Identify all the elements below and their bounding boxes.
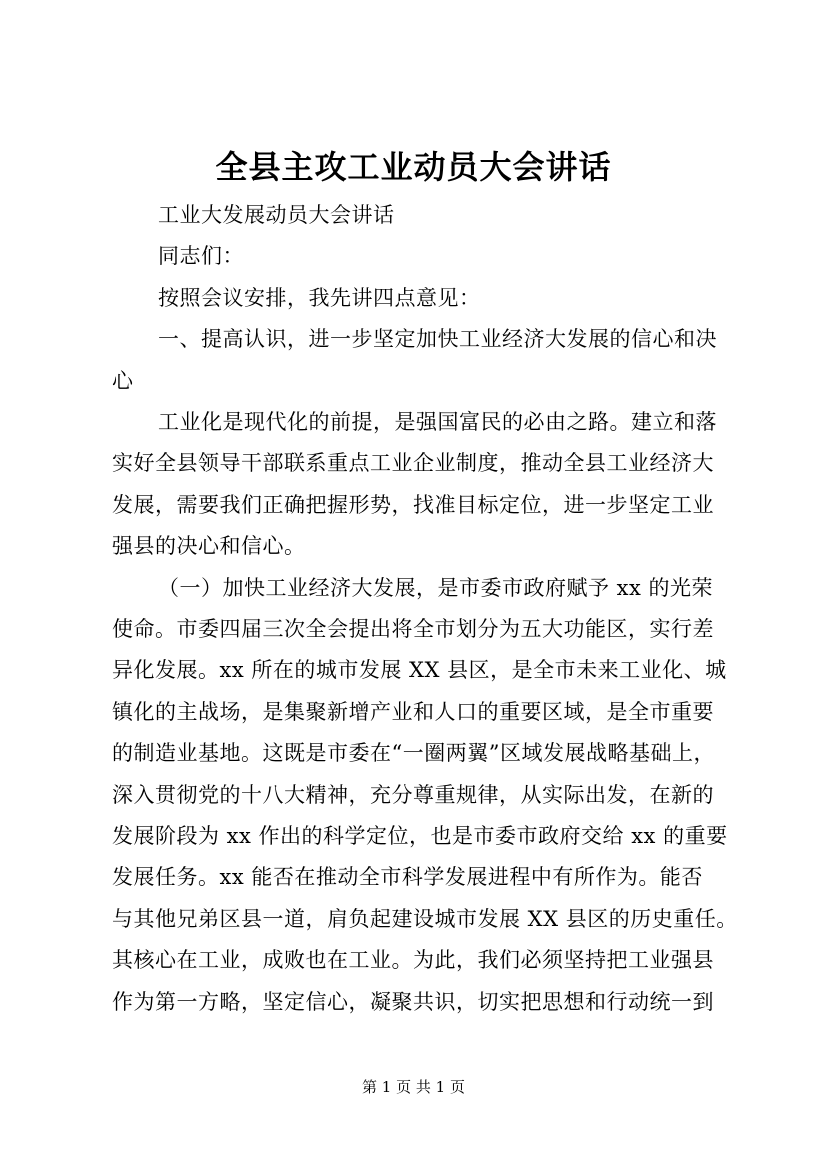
body-line: 按照会议安排，我先讲四点意见： <box>158 286 481 310</box>
body-line: 工业化是现代化的前提，是强国富民的必由之路。建立和落 <box>158 410 717 434</box>
salutation-line: 同志们： <box>158 244 244 268</box>
body-line: 发展任务。xx 能否在推动全市科学发展进程中有所作为。能否 <box>112 865 703 889</box>
section-heading-line: 一、提高认识，进一步坚定加快工业经济大发展的信心和决 <box>158 327 717 351</box>
section-heading-line: 心 <box>112 369 134 393</box>
body-line: 使命。市委四届三次全会提出将全市划分为五大功能区，实行差 <box>112 617 714 641</box>
body-line: 异化发展。xx 所在的城市发展 XX 县区，是全市未来工业化、城 <box>112 658 727 682</box>
body-line: 镇化的主战场，是集聚新增产业和人口的重要区域，是全市重要 <box>112 700 714 724</box>
page-footer: 第 1 页 共 1 页 <box>362 1078 465 1096</box>
body-line: 其核心在工业，成败也在工业。为此，我们必须坚持把工业强县 <box>112 948 714 972</box>
body-line: 发展，需要我们正确把握形势，找准目标定位，进一步坚定工业 <box>112 493 714 517</box>
body-line: 发展阶段为 xx 作出的科学定位，也是市委市政府交给 xx 的重要 <box>112 824 728 848</box>
document-title: 全县主攻工业动员大会讲话 <box>215 148 612 186</box>
body-line: 的制造业基地。这既是市委在“一圈两翼”区域发展战略基础上， <box>112 741 715 765</box>
body-line: 作为第一方略，坚定信心，凝聚共识，切实把思想和行动统一到 <box>112 990 714 1014</box>
body-line: 深入贯彻党的十八大精神，充分尊重规律，从实际出发，在新的 <box>112 783 714 807</box>
body-line: （一）加快工业经济大发展，是市委市政府赋予 xx 的光荣 <box>158 576 714 600</box>
body-line: 实好全县领导干部联系重点工业企业制度，推动全县工业经济大 <box>112 451 714 475</box>
body-line: 强县的决心和信心。 <box>112 534 306 558</box>
body-line: 与其他兄弟区县一道，肩负起建设城市发展 XX 县区的历史重任。 <box>112 907 738 931</box>
subtitle-line: 工业大发展动员大会讲话 <box>158 203 395 227</box>
